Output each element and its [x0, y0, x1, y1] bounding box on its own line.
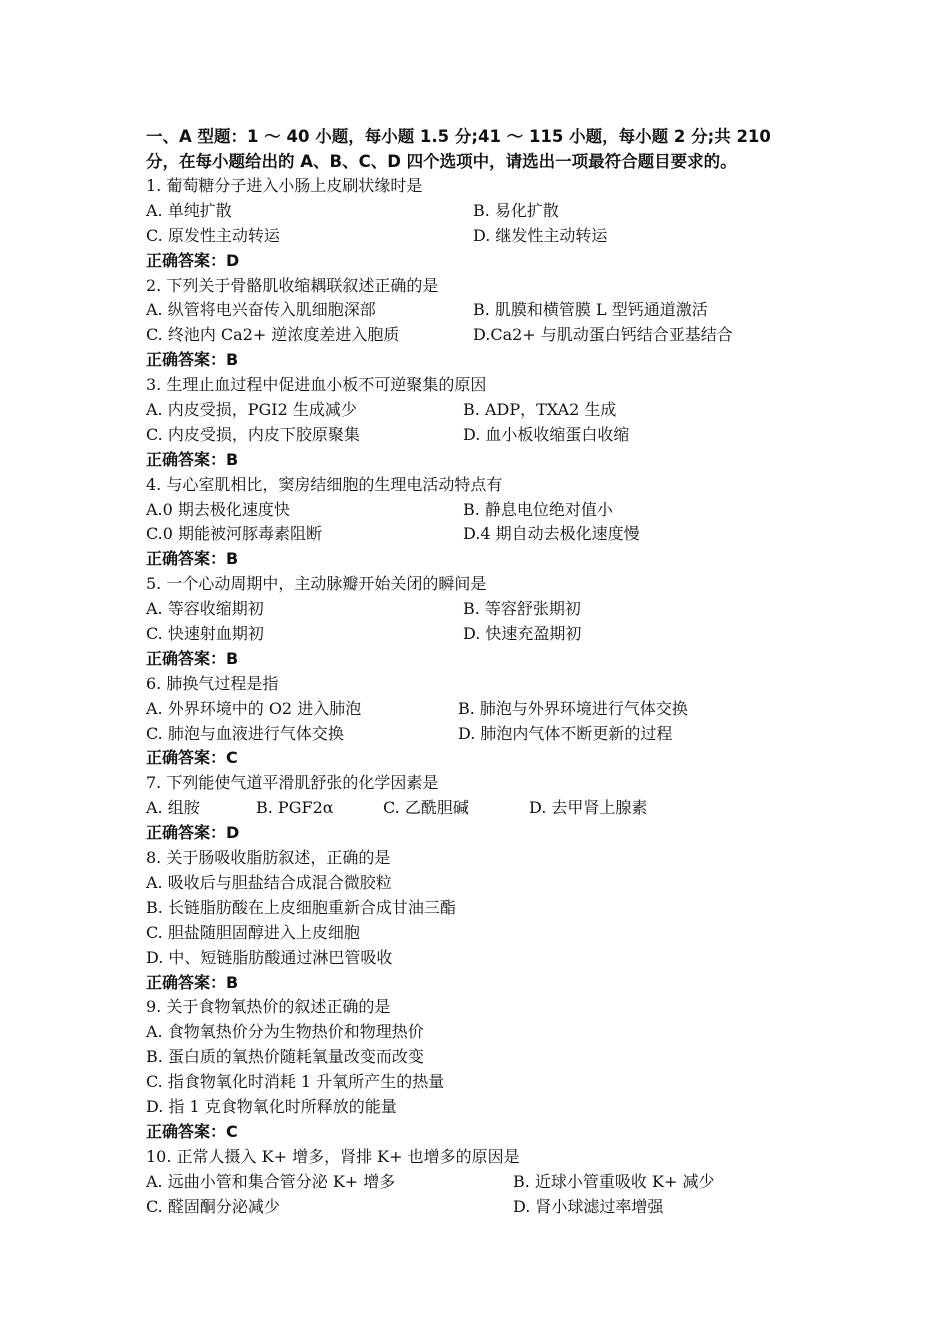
- answer-option: B. 近球小管重吸收 K+ 减少: [513, 1171, 715, 1191]
- question-stem: 9. 关于食物氧热价的叙述正确的是: [146, 997, 391, 1017]
- question-8: [146, 846, 826, 995]
- question-stem: 4. 与心室肌相比，窦房结细胞的生理电活动特点有: [146, 474, 503, 494]
- option-row: [146, 323, 826, 348]
- correct-answer: 正确答案：B: [146, 549, 239, 569]
- answer-option: C. 指食物氧化时消耗 1 升氧所产生的热量: [146, 1072, 445, 1092]
- option-row: [146, 1170, 826, 1195]
- question-content: [146, 124, 826, 1219]
- question-10: [146, 1145, 826, 1220]
- option-row: [146, 1045, 826, 1070]
- question-stem: 2. 下列关于骨骼肌收缩耦联叙述正确的是: [146, 275, 439, 295]
- answer-option: A. 食物氧热价分为生物热价和物理热价: [146, 1022, 424, 1042]
- question-stem: 6. 肺换气过程是指: [146, 673, 279, 693]
- option-row: [146, 1070, 826, 1095]
- option-row: [146, 622, 826, 647]
- answer-option: A. 单纯扩散: [146, 200, 232, 220]
- option-row: [146, 921, 826, 946]
- option-row: [146, 796, 826, 821]
- answer-option: B. 易化扩散: [473, 200, 559, 220]
- answer-option: A. 等容收缩期初: [146, 599, 264, 619]
- answer-option: D.4 期自动去极化速度慢: [463, 524, 640, 544]
- answer-option: A. 纵管将电兴奋传入肌细胞深部: [146, 300, 376, 320]
- answer-option: B. 静息电位绝对值小: [463, 499, 613, 519]
- answer-option: D. 肾小球滤过率增强: [513, 1196, 664, 1216]
- answer-option: D. 指 1 克食物氧化时所释放的能量: [146, 1096, 397, 1116]
- answer-option: D. 快速充盈期初: [463, 624, 582, 644]
- question-stem: 1. 葡萄糖分子进入小肠上皮刷状缘时是: [146, 176, 423, 195]
- correct-answer: 正确答案：B: [146, 350, 239, 370]
- option-row: [146, 398, 826, 423]
- answer-option: D. 去甲肾上腺素: [529, 798, 648, 818]
- question-stem: 8. 关于肠吸收脂肪叙述，正确的是: [146, 848, 391, 868]
- answer-option: D. 血小板收缩蛋白收缩: [463, 424, 630, 444]
- correct-answer: 正确答案：D: [146, 250, 240, 270]
- answer-option: D. 肺泡内气体不断更新的过程: [458, 723, 673, 743]
- answer-option: A. 外界环境中的 O2 进入肺泡: [146, 698, 362, 718]
- question-1: [146, 174, 826, 274]
- option-row: [146, 498, 826, 523]
- option-row: [146, 597, 826, 622]
- option-row: [146, 871, 826, 896]
- question-4: [146, 473, 826, 573]
- option-row: [146, 199, 826, 224]
- answer-option: A. 组胺: [146, 798, 200, 818]
- correct-answer: 正确答案：B: [146, 972, 239, 992]
- answer-option: B. 等容舒张期初: [463, 599, 581, 619]
- option-row: [146, 1195, 826, 1220]
- section-header-line-1: 一、A 型题：1 ～ 40 小题，每小题 1.5 分;41 ～ 115 小题，每小题 2 分;共 210: [146, 127, 771, 146]
- answer-option: B. PGF2α: [256, 798, 334, 818]
- answer-option: B. 肺泡与外界环境进行气体交换: [458, 698, 688, 718]
- option-row: [146, 1020, 826, 1045]
- question-9: [146, 995, 826, 1144]
- answer-option: B. 长链脂肪酸在上皮细胞重新合成甘油三酯: [146, 897, 456, 917]
- answer-option: D.Ca2+ 与肌动蛋白钙结合亚基结合: [473, 325, 733, 345]
- question-6: [146, 672, 826, 772]
- answer-option: C. 终池内 Ca2+ 逆浓度差进入胞质: [146, 325, 400, 345]
- question-5: [146, 572, 826, 672]
- option-row: [146, 697, 826, 722]
- option-row: [146, 896, 826, 921]
- correct-answer: 正确答案：C: [146, 1121, 238, 1141]
- answer-option: B. ADP，TXA2 生成: [463, 400, 617, 420]
- question-list: [146, 174, 826, 1219]
- answer-option: C.0 期能被河豚毒素阻断: [146, 524, 323, 544]
- question-stem: 7. 下列能使气道平滑肌舒张的化学因素是: [146, 773, 439, 793]
- question-stem: 10. 正常人摄入 K+ 增多，肾排 K+ 也增多的原因是: [146, 1146, 520, 1166]
- correct-answer: 正确答案：B: [146, 449, 239, 469]
- answer-option: D. 中、短链脂肪酸通过淋巴管吸收: [146, 947, 393, 967]
- answer-option: A. 内皮受损，PGI2 生成减少: [146, 400, 357, 420]
- answer-option: C. 胆盐随胆固醇进入上皮细胞: [146, 922, 360, 942]
- question-3: [146, 373, 826, 473]
- question-stem: 5. 一个心动周期中，主动脉瓣开始关闭的瞬间是: [146, 574, 487, 594]
- answer-option: C. 内皮受损，内皮下胶原聚集: [146, 424, 360, 444]
- option-row: [146, 298, 826, 323]
- answer-option: D. 继发性主动转运: [473, 225, 608, 245]
- correct-answer: 正确答案：D: [146, 823, 240, 843]
- answer-option: C. 快速射血期初: [146, 624, 264, 644]
- answer-option: A.0 期去极化速度快: [146, 499, 290, 519]
- option-row: [146, 224, 826, 249]
- correct-answer: 正确答案：B: [146, 648, 239, 668]
- answer-option: C. 肺泡与血液进行气体交换: [146, 723, 344, 743]
- answer-option: B. 肌膜和横管膜 L 型钙通道激活: [473, 300, 708, 320]
- answer-option: C. 乙酰胆碱: [383, 798, 469, 818]
- section-header-line-2: 分，在每小题给出的 A、B、C、D 四个选项中，请选出一项最符合题目要求的。: [146, 152, 737, 171]
- answer-option: B. 蛋白质的氧热价随耗氧量改变而改变: [146, 1047, 424, 1067]
- answer-option: C. 醛固酮分泌减少: [146, 1196, 280, 1216]
- option-row: [146, 1095, 826, 1120]
- option-row: [146, 423, 826, 448]
- option-row: [146, 522, 826, 547]
- answer-option: A. 吸收后与胆盐结合成混合微胶粒: [146, 872, 392, 892]
- question-stem: 3. 生理止血过程中促进血小板不可逆聚集的原因: [146, 375, 487, 395]
- option-row: [146, 722, 826, 747]
- option-row: [146, 946, 826, 971]
- correct-answer: 正确答案：C: [146, 748, 238, 768]
- question-7: [146, 771, 826, 846]
- question-2: [146, 274, 826, 374]
- answer-option: A. 远曲小管和集合管分泌 K+ 增多: [146, 1171, 396, 1191]
- answer-option: C. 原发性主动转运: [146, 225, 280, 245]
